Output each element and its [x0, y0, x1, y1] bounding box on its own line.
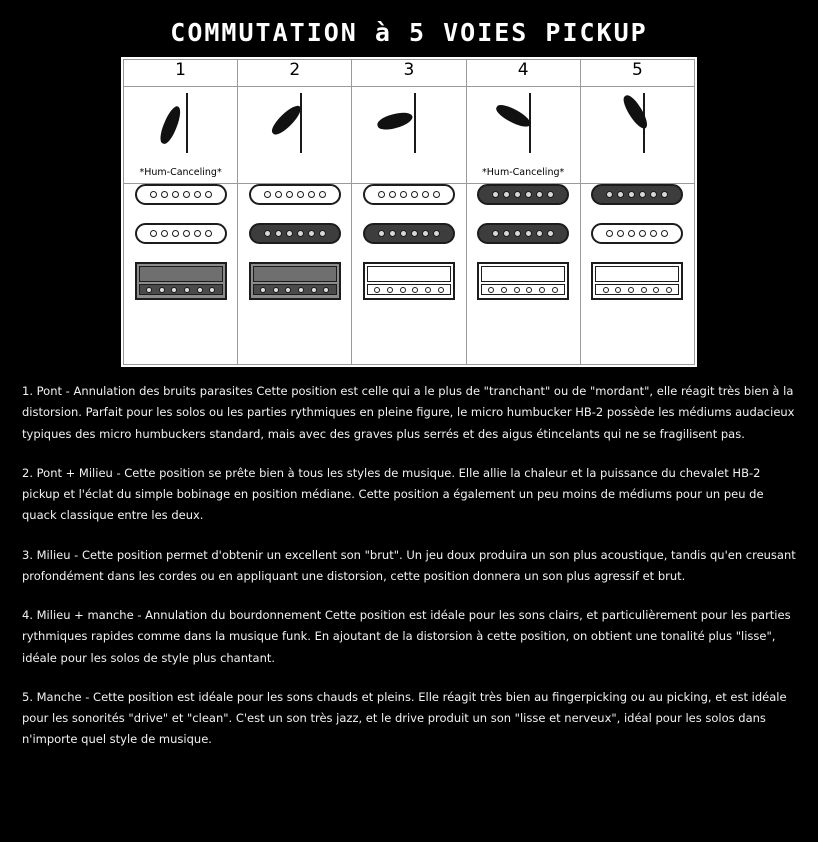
pole-piece-icon [297, 191, 304, 198]
pole-piece-icon [297, 230, 304, 237]
pole-piece-icon [503, 230, 510, 237]
position-number-1: 1 [124, 60, 238, 87]
bridge-humbucker-position-2 [249, 262, 341, 300]
pole-piece-icon [308, 230, 315, 237]
pole-piece-icon [323, 287, 329, 293]
middle-pickup-position-3 [363, 223, 455, 244]
description-paragraph-1: 1. Pont - Annulation des bruits parasites Cette position est celle qui a le plus de "tranchant" ou de "mordant", elle réagit très bien à la distorsion. Parfait pour les solos ou les parties rythmiques en pleine figure, le micro humbucker HB-2 possède les médiums audacieux typiques des micro humbuckers standard, mais avec des graves plus serrés et des aigus étincelants qui ne se fragilisent pas. [22, 384, 795, 441]
pole-piece-icon [525, 191, 532, 198]
pole-piece-icon [184, 287, 190, 293]
bridge-humbucker-position-4 [477, 262, 569, 300]
pole-piece-icon [492, 230, 499, 237]
switch-lever-icon-position-5 [620, 92, 651, 131]
pole-piece-icon [150, 191, 157, 198]
pole-piece-icon [172, 191, 179, 198]
pole-piece-icon [374, 287, 380, 293]
pole-piece-icon [378, 191, 385, 198]
pole-piece-icon [319, 191, 326, 198]
pole-piece-icon [661, 191, 668, 198]
middle-pickup-position-1 [135, 223, 227, 244]
pole-piece-icon [260, 287, 266, 293]
pole-piece-icon [205, 191, 212, 198]
pole-piece-icon [286, 230, 293, 237]
pole-piece-icon [197, 287, 203, 293]
pole-piece-icon [319, 230, 326, 237]
pole-piece-icon [628, 191, 635, 198]
pickup-cell-2 [238, 184, 352, 365]
description-paragraph-4: 4. Milieu + manche - Annulation du bourdonnement Cette position est idéale pour les sons clairs, et particulièrement pour les parties rythmiques rapides comme dans la musique funk. En ajoutant de la distorsion à cette position, on obtient une tonalité plus "lisse", idéale pour les solos de style plus chantant. [22, 608, 791, 665]
pole-piece-icon [547, 230, 554, 237]
table-row-pickups [124, 184, 695, 365]
pole-piece-icon [539, 287, 545, 293]
pole-piece-icon [525, 230, 532, 237]
switch-lever-cell-4 [466, 87, 580, 184]
pole-piece-icon [650, 191, 657, 198]
pickup-cell-5 [580, 184, 694, 365]
switch-plate-icon [300, 93, 302, 153]
humbucker-coil-icon [139, 266, 223, 282]
pole-piece-icon [547, 191, 554, 198]
switch-lever-cell-1 [124, 87, 238, 184]
pole-piece-icon [150, 230, 157, 237]
pole-piece-icon [422, 230, 429, 237]
pole-piece-icon [514, 230, 521, 237]
pole-piece-icon [666, 287, 672, 293]
pole-piece-icon [205, 230, 212, 237]
pole-piece-icon [514, 287, 520, 293]
pole-piece-icon [387, 287, 393, 293]
pole-piece-icon [628, 230, 635, 237]
pole-piece-icon [389, 191, 396, 198]
pole-piece-icon [209, 287, 215, 293]
pole-piece-icon [161, 191, 168, 198]
pole-piece-icon [603, 287, 609, 293]
pole-piece-icon [606, 191, 613, 198]
description-paragraph-3: 3. Milieu - Cette position permet d'obtenir un excellent son "brut". Un jeu doux produira un son plus acoustique, tandis qu'en creusant profondément dans les cordes ou en appliquant une distorsion, cette position donnera un son plus agressif et brut. [22, 547, 796, 583]
hum-canceling-label-1: *Hum-Canceling* [139, 167, 222, 178]
humbucker-coil-icon [595, 266, 679, 282]
neck-pickup-position-4 [477, 184, 569, 205]
pole-piece-icon [653, 287, 659, 293]
pole-piece-icon [183, 230, 190, 237]
pole-piece-icon [615, 287, 621, 293]
pole-piece-icon [536, 191, 543, 198]
pickup-cell-3 [352, 184, 466, 365]
pole-piece-icon [171, 287, 177, 293]
switch-lever-cell-2 [238, 87, 352, 184]
switch-lever-icon-position-1 [157, 104, 184, 146]
neck-pickup-position-2 [249, 184, 341, 205]
position-number-2: 2 [238, 60, 352, 87]
description-paragraph-5: 5. Manche - Cette position est idéale pour les sons chauds et pleins. Elle réagit très bien au fingerpicking ou au picking, et est idéale pour les sonorités "drive" et "clean". C'est un son très jazz, et le drive produit un son "lisse et nerveux", idéal pour les solos dans n'importe quel style de musique. [22, 689, 787, 747]
pole-piece-icon [411, 230, 418, 237]
pole-piece-icon [492, 191, 499, 198]
pole-piece-icon [514, 191, 521, 198]
pole-piece-icon [275, 191, 282, 198]
pole-piece-icon [378, 230, 385, 237]
pole-piece-icon [389, 230, 396, 237]
neck-pickup-position-3 [363, 184, 455, 205]
switch-lever-cell-5 [580, 87, 694, 184]
pole-piece-icon [552, 287, 558, 293]
switch-lever-icon-position-4 [493, 101, 533, 130]
description-list [0, 367, 818, 751]
page-title: COMMUTATION à 5 VOIES PICKUP [170, 18, 648, 47]
pole-piece-icon [146, 287, 152, 293]
pole-piece-icon [650, 230, 657, 237]
pole-piece-icon [628, 287, 634, 293]
pole-piece-icon [161, 230, 168, 237]
pickup-cell-4 [466, 184, 580, 365]
pole-piece-icon [411, 191, 418, 198]
pole-piece-icon [503, 191, 510, 198]
neck-pickup-position-5 [591, 184, 683, 205]
description-paragraph-2: 2. Pont + Milieu - Cette position se prête bien à tous les styles de musique. Elle allie la chaleur et la puissance du chevalet HB-2 pickup et l'éclat du simple bobinage en position médiane. Cette position a également un peu moins de médiums pour un peu de quack classique entre les deux. [22, 465, 764, 523]
pole-piece-icon [273, 287, 279, 293]
pole-piece-icon [194, 191, 201, 198]
pole-piece-icon [298, 287, 304, 293]
pole-piece-icon [194, 230, 201, 237]
switch-position-table [123, 59, 695, 365]
neck-pickup-position-1 [135, 184, 227, 205]
pole-piece-icon [526, 287, 532, 293]
bridge-humbucker-position-1 [135, 262, 227, 300]
humbucker-pole-row-icon [481, 284, 565, 295]
pole-piece-icon [639, 191, 646, 198]
pickup-cell-1 [124, 184, 238, 365]
pole-piece-icon [286, 191, 293, 198]
pole-piece-icon [264, 230, 271, 237]
pole-piece-icon [606, 230, 613, 237]
humbucker-pole-row-icon [367, 284, 451, 295]
pole-piece-icon [617, 230, 624, 237]
hum-canceling-label-4: *Hum-Canceling* [482, 167, 565, 178]
table-row-switch-levers [124, 87, 695, 184]
pole-piece-icon [433, 230, 440, 237]
pole-piece-icon [400, 230, 407, 237]
pole-piece-icon [661, 230, 668, 237]
pole-piece-icon [264, 191, 271, 198]
pole-piece-icon [422, 191, 429, 198]
pole-piece-icon [641, 287, 647, 293]
position-number-5: 5 [580, 60, 694, 87]
pole-piece-icon [183, 191, 190, 198]
humbucker-pole-row-icon [595, 284, 679, 295]
humbucker-coil-icon [253, 266, 337, 282]
pole-piece-icon [311, 287, 317, 293]
pole-piece-icon [433, 191, 440, 198]
pole-piece-icon [536, 230, 543, 237]
pole-piece-icon [412, 287, 418, 293]
pole-piece-icon [308, 191, 315, 198]
pole-piece-icon [400, 191, 407, 198]
pole-piece-icon [438, 287, 444, 293]
position-number-3: 3 [352, 60, 466, 87]
pole-piece-icon [400, 287, 406, 293]
humbucker-coil-icon [481, 266, 565, 282]
switch-plate-icon [186, 93, 188, 153]
pole-piece-icon [501, 287, 507, 293]
bridge-humbucker-position-5 [591, 262, 683, 300]
middle-pickup-position-4 [477, 223, 569, 244]
pole-piece-icon [617, 191, 624, 198]
pole-piece-icon [159, 287, 165, 293]
pickup-switch-chart [121, 57, 697, 367]
middle-pickup-position-2 [249, 223, 341, 244]
table-row-numbers [124, 60, 695, 87]
pole-piece-icon [172, 230, 179, 237]
humbucker-pole-row-icon [253, 284, 337, 295]
switch-lever-icon-position-3 [376, 110, 414, 133]
pole-piece-icon [275, 230, 282, 237]
humbucker-coil-icon [367, 266, 451, 282]
switch-plate-icon [414, 93, 416, 153]
bridge-humbucker-position-3 [363, 262, 455, 300]
switch-lever-cell-3 [352, 87, 466, 184]
pole-piece-icon [285, 287, 291, 293]
pole-piece-icon [488, 287, 494, 293]
middle-pickup-position-5 [591, 223, 683, 244]
pole-piece-icon [425, 287, 431, 293]
humbucker-pole-row-icon [139, 284, 223, 295]
pole-piece-icon [639, 230, 646, 237]
position-number-4: 4 [466, 60, 580, 87]
